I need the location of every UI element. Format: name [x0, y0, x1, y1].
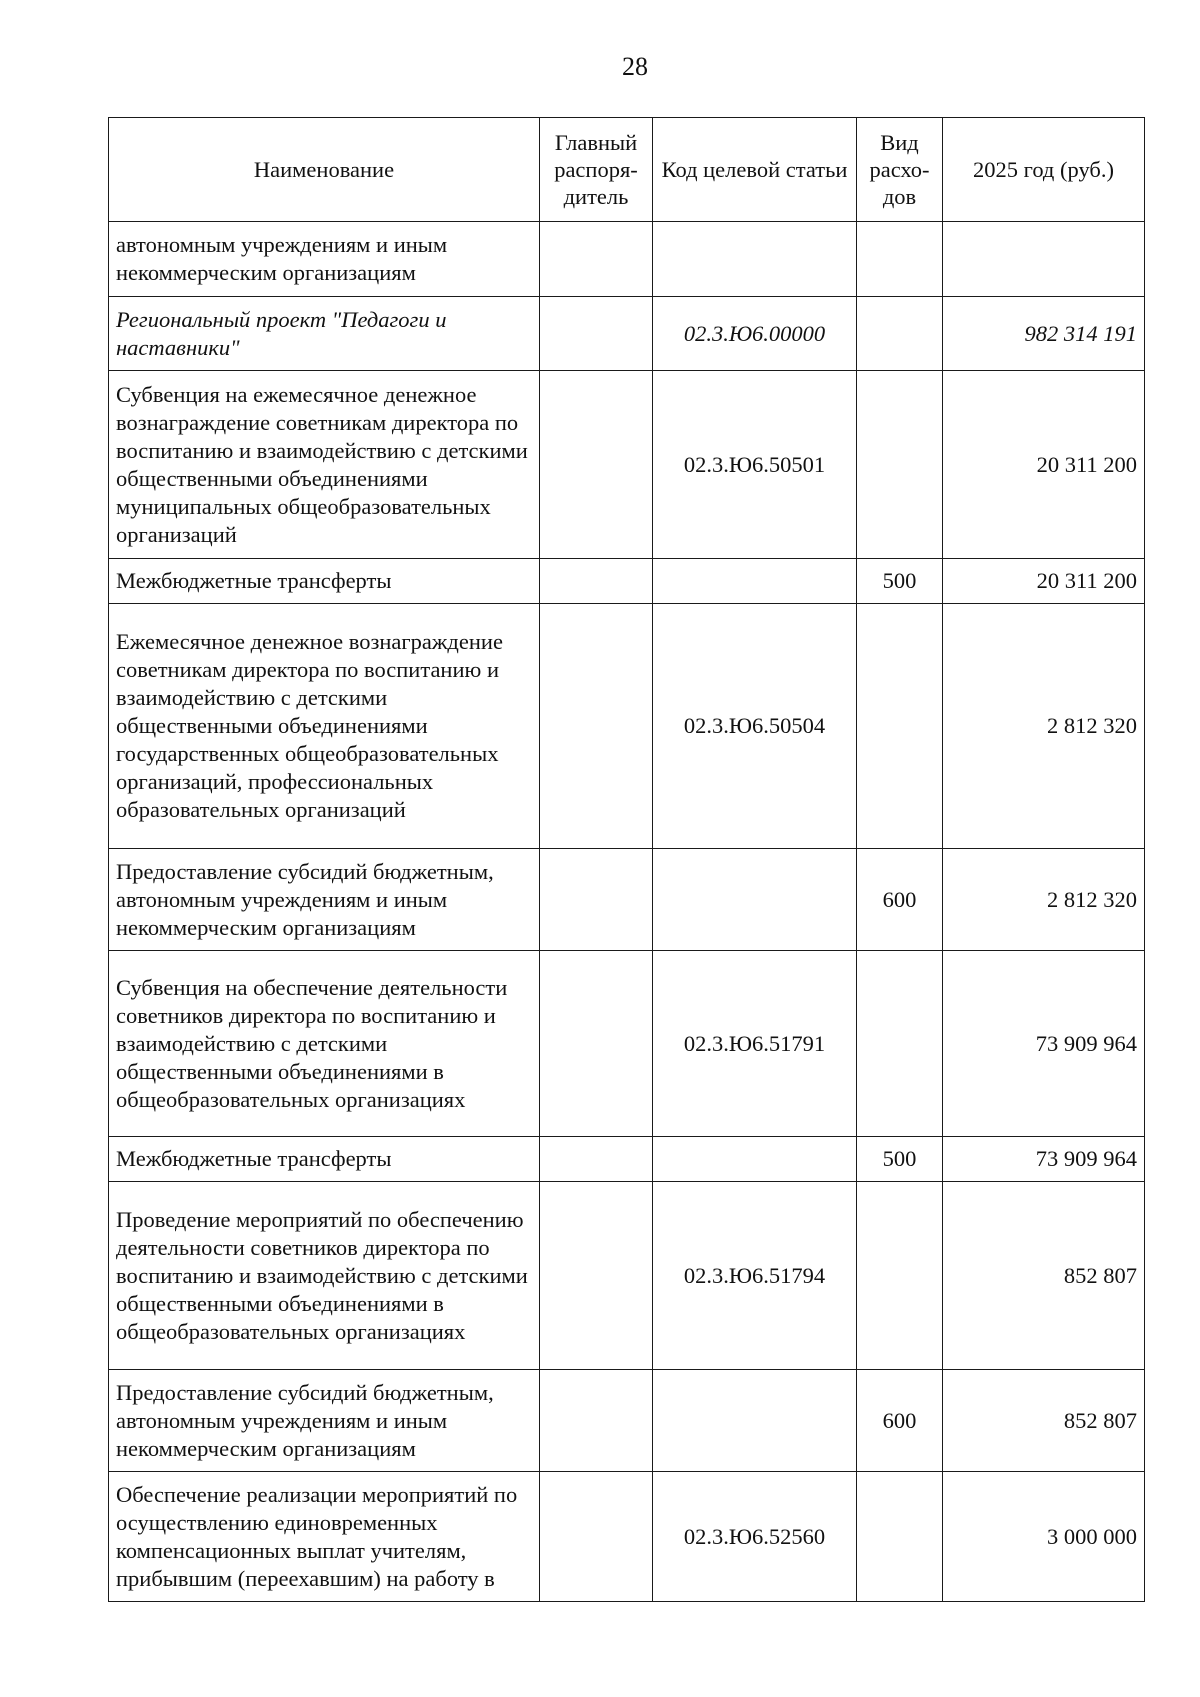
cell-manager: [540, 371, 653, 559]
cell-kind: 600: [857, 1370, 943, 1472]
table-row: [109, 849, 1145, 951]
cell-amount: 852 807: [943, 1370, 1145, 1472]
cell-name: Региональный проект "Педагоги и наставники": [109, 297, 540, 371]
cell-kind: [857, 297, 943, 371]
cell-code: [653, 849, 857, 951]
cell-manager: [540, 1182, 653, 1370]
cell-code: [653, 1370, 857, 1472]
table-row: [109, 604, 1145, 849]
cell-kind: [857, 222, 943, 297]
cell-name: Предоставление субсидий бюджетным, автономным учреждениям и иным некоммерческим организациям: [109, 1370, 540, 1472]
cell-kind: 500: [857, 559, 943, 604]
cell-amount: 20 311 200: [943, 371, 1145, 559]
cell-amount: 73 909 964: [943, 1137, 1145, 1182]
budget-table: [108, 117, 1145, 1602]
cell-manager: [540, 849, 653, 951]
cell-name: автономным учреждениям и иным некоммерческим организациям: [109, 222, 540, 297]
cell-manager: [540, 1370, 653, 1472]
page-number: 28: [622, 52, 648, 81]
header-amount: 2025 год (руб.): [943, 118, 1145, 222]
cell-amount: 73 909 964: [943, 951, 1145, 1137]
table-row: [109, 371, 1145, 559]
table-body: [109, 222, 1145, 1602]
cell-amount: 3 000 000: [943, 1472, 1145, 1602]
cell-code: 02.3.Ю6.52560: [653, 1472, 857, 1602]
cell-code: [653, 222, 857, 297]
cell-code: 02.3.Ю6.00000: [653, 297, 857, 371]
cell-amount: 2 812 320: [943, 849, 1145, 951]
cell-code: 02.3.Ю6.50504: [653, 604, 857, 849]
cell-kind: [857, 1182, 943, 1370]
cell-kind: 600: [857, 849, 943, 951]
cell-name: Предоставление субсидий бюджетным, автономным учреждениям и иным некоммерческим организациям: [109, 849, 540, 951]
cell-amount: 20 311 200: [943, 559, 1145, 604]
cell-name: Ежемесячное денежное вознаграждение советникам директора по воспитанию и взаимодействию с детскими общественными объединениями государственных общеобразовательных организаций, профессиональных образовательных организаций: [109, 604, 540, 849]
cell-amount: 852 807: [943, 1182, 1145, 1370]
cell-manager: [540, 951, 653, 1137]
cell-kind: [857, 604, 943, 849]
cell-name: Проведение мероприятий по обеспечению деятельности советников директора по воспитанию и взаимодействию с детскими общественными объединениями в общеобразовательных организациях: [109, 1182, 540, 1370]
table-row: [109, 1182, 1145, 1370]
cell-kind: 500: [857, 1137, 943, 1182]
cell-amount: [943, 222, 1145, 297]
cell-code: 02.3.Ю6.51791: [653, 951, 857, 1137]
cell-kind: [857, 951, 943, 1137]
cell-name: Межбюджетные трансферты: [109, 1137, 540, 1182]
cell-code: [653, 1137, 857, 1182]
cell-name: Субвенция на обеспечение деятельности советников директора по воспитанию и взаимодействию с детскими общественными объединениями в общеобразовательных организациях: [109, 951, 540, 1137]
cell-name: Обеспечение реализации мероприятий по осуществлению единовременных компенсационных выплат учителям, прибывшим (переехавшим) на работу в: [109, 1472, 540, 1602]
cell-amount: 982 314 191: [943, 297, 1145, 371]
cell-kind: [857, 371, 943, 559]
cell-manager: [540, 604, 653, 849]
cell-kind: [857, 1472, 943, 1602]
header-kind: Вид расхо-дов: [857, 118, 943, 222]
cell-manager: [540, 1137, 653, 1182]
cell-name: Субвенция на ежемесячное денежное вознаграждение советникам директора по воспитанию и взаимодействию с детскими общественными объединениями муниципальных общеобразовательных организаций: [109, 371, 540, 559]
cell-manager: [540, 297, 653, 371]
table-row: [109, 1137, 1145, 1182]
table-row: [109, 559, 1145, 604]
cell-manager: [540, 1472, 653, 1602]
table-row: [109, 1370, 1145, 1472]
cell-code: 02.3.Ю6.50501: [653, 371, 857, 559]
table-row: [109, 1472, 1145, 1602]
table-header-row: [109, 118, 1145, 222]
cell-name: Межбюджетные трансферты: [109, 559, 540, 604]
table-row: [109, 951, 1145, 1137]
table-row: [109, 297, 1145, 371]
cell-code: 02.3.Ю6.51794: [653, 1182, 857, 1370]
cell-manager: [540, 559, 653, 604]
header-name: Наименование: [109, 118, 540, 222]
cell-amount: 2 812 320: [943, 604, 1145, 849]
cell-manager: [540, 222, 653, 297]
header-manager: Главный распоря-дитель: [540, 118, 653, 222]
header-code: Код целевой статьи: [653, 118, 857, 222]
table-row: [109, 222, 1145, 297]
cell-code: [653, 559, 857, 604]
